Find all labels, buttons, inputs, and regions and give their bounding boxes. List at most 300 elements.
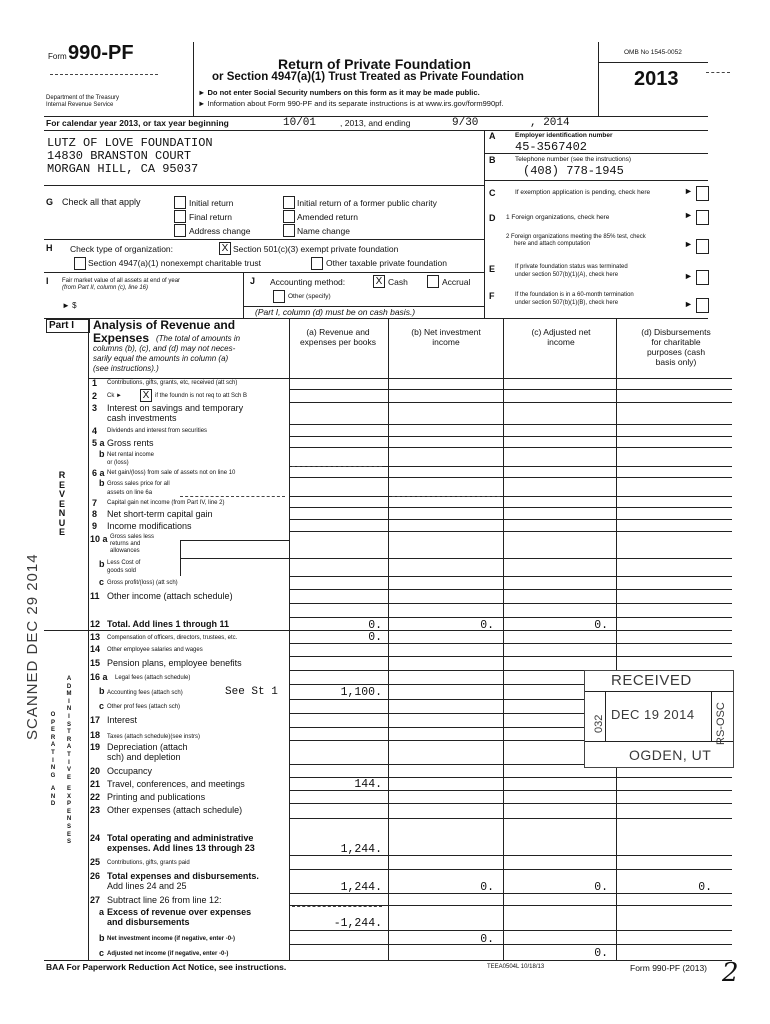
ij-divider xyxy=(243,272,244,318)
cash-method-label: Cash xyxy=(388,277,408,287)
side-letter: I xyxy=(52,757,54,764)
cash-method-checkbox[interactable]: X xyxy=(373,275,385,288)
received-stamp-location: OGDEN, UT xyxy=(629,747,712,763)
other-taxable-label: Other taxable private foundation xyxy=(326,258,447,268)
line-18-number: 18 xyxy=(90,730,101,740)
section-b-letter: B xyxy=(489,155,496,165)
section-a-letter: A xyxy=(489,131,496,141)
right-col-divider xyxy=(484,130,485,318)
line-20-label: Occupancy xyxy=(107,766,153,776)
line-13-col-a: 0. xyxy=(368,631,382,644)
col-d-header-2: for charitable xyxy=(651,337,701,347)
sixty-month-label-2: under section 507(b)(1)(B), check here xyxy=(515,300,619,306)
org-bottom-rule xyxy=(44,185,484,186)
line-26-col-d: 0. xyxy=(698,881,712,894)
line-24-number: 24 xyxy=(90,833,101,843)
ein-rule xyxy=(484,153,708,154)
line-3-number: 3 xyxy=(92,403,98,413)
line-27a-number: a xyxy=(99,907,105,917)
foreign-org-label: 1 Foreign organizations, check here xyxy=(506,214,610,221)
line-22-number: 22 xyxy=(90,792,101,802)
header-divider-left xyxy=(193,42,194,116)
line-27a-col-a: -1,244. xyxy=(333,917,382,930)
side-letter: N xyxy=(58,508,66,518)
col-a-header-2: expenses per books xyxy=(299,337,377,347)
col-a-divider xyxy=(289,318,290,960)
line-17-number: 17 xyxy=(90,715,101,725)
col-d-header-1: (d) Disbursements xyxy=(641,327,711,337)
foreign-85-checkbox[interactable] xyxy=(696,239,709,254)
col-c-header-2: income xyxy=(547,337,575,347)
row-rule xyxy=(289,507,732,508)
line-22-label: Printing and publications xyxy=(107,792,206,802)
omb-number: OMB No 1545-0052 xyxy=(624,49,682,56)
row-rule xyxy=(289,589,732,590)
side-letter: T xyxy=(51,750,55,756)
line-27a-label-1: Excess of revenue over expenses xyxy=(107,907,252,917)
address-change-label: Address change xyxy=(189,226,251,236)
line-11-label: Other income (attach schedule) xyxy=(107,591,233,601)
line-7-number: 7 xyxy=(92,498,98,508)
line-21-label: Travel, conferences, and meetings xyxy=(107,779,245,789)
arrow-icon: ► xyxy=(684,210,693,220)
header-dash-right xyxy=(706,72,730,73)
line-number-divider xyxy=(88,378,89,960)
form-title: Return of Private Foundation xyxy=(278,56,471,72)
org-street: 14830 BRANSTON COURT xyxy=(47,149,192,163)
side-letter: E xyxy=(66,831,71,838)
schedule-b-checkbox[interactable]: X xyxy=(140,389,152,402)
line-10c-label: Gross profit/(loss) (att sch) xyxy=(107,580,178,586)
line-2-ck: Ck ► xyxy=(107,393,122,399)
received-stamp-osc: RS-OSC xyxy=(715,702,727,745)
phone-rule xyxy=(484,180,708,181)
line-27-dash xyxy=(292,906,382,907)
g-bottom-rule xyxy=(44,239,484,240)
line-10a-entry-top xyxy=(180,540,289,541)
line-24-label-2: expenses. Add lines 13 through 23 xyxy=(107,843,255,853)
row-rule xyxy=(289,424,732,425)
terminated-label-2: under section 507(b)(1)(A), check here xyxy=(515,272,619,278)
part1-desc-1: (The total of amounts in xyxy=(156,334,241,343)
notice-info: ► Information about Form 990-PF and its separate instructions is at www.irs.gov/form990pf. xyxy=(198,99,504,108)
line-26-col-a: 1,244. xyxy=(340,881,382,894)
line-12-col-a: 0. xyxy=(368,619,382,632)
row-rule xyxy=(289,436,732,437)
part1-header-divider xyxy=(88,318,89,378)
received-stamp-rule-2 xyxy=(585,741,733,742)
calendar-rule xyxy=(44,130,708,131)
accrual-method-label: Accrual xyxy=(442,277,471,287)
side-letter: S xyxy=(66,839,71,846)
dept-line-1: Department of the Treasury xyxy=(46,95,120,101)
fmv-label-2: (from Part II, column (c), line 16) xyxy=(62,285,149,291)
foreign-85-label-1: 2 Foreign organizations meeting the 85% test, check xyxy=(506,234,646,240)
line-27-number: 27 xyxy=(90,895,101,905)
line-10a-label-3: allowances xyxy=(110,548,140,554)
side-letter: S xyxy=(66,824,71,830)
line-6b-dash xyxy=(180,496,285,497)
side-letter: E xyxy=(58,479,65,490)
former-public-charity-label: Initial return of a former public charity xyxy=(297,198,437,208)
row-rule xyxy=(289,818,732,819)
row-rule xyxy=(289,930,732,931)
org-name: LUTZ OF LOVE FOUNDATION xyxy=(47,136,213,150)
line-10a-label-2: returns and xyxy=(110,541,141,547)
line-16c-number: c xyxy=(99,701,105,711)
amended-return-checkbox[interactable] xyxy=(283,210,295,223)
line-27b-col-b: 0. xyxy=(480,933,494,946)
form-prefix: Form xyxy=(48,52,67,61)
col-d-header-4: basis only) xyxy=(655,357,697,367)
check-all-label: Check all that apply xyxy=(62,197,141,207)
line-20-number: 20 xyxy=(90,766,101,776)
section-i-letter: I xyxy=(46,276,49,286)
row-rule xyxy=(289,496,732,497)
line-12-bottom-rule xyxy=(44,630,732,631)
org-city: MORGAN HILL, CA 95037 xyxy=(47,162,199,176)
line-12-col-b: 0. xyxy=(480,619,494,632)
side-letter: D xyxy=(66,683,72,690)
line-26-col-b: 0. xyxy=(480,881,494,894)
terminated-label-1: If private foundation status was terminated xyxy=(515,264,628,270)
side-letter: N xyxy=(66,706,72,713)
sixty-month-label-1: If the foundation is in a 60-month termination xyxy=(515,292,634,298)
footer-form: Form 990-PF (2013) xyxy=(630,963,707,973)
line-27c-number: c xyxy=(99,948,105,958)
line-5a-number: 5 a xyxy=(92,438,105,448)
line-1-number: 1 xyxy=(92,378,98,388)
fmv-label-1: Fair market value of all assets at end of year xyxy=(62,278,181,284)
section-g-letter: G xyxy=(46,197,54,207)
side-letter: I xyxy=(68,698,70,705)
name-change-checkbox[interactable] xyxy=(283,224,295,237)
header-omb-rule xyxy=(598,62,708,63)
side-letter: A xyxy=(66,676,72,682)
line-5a-label: Gross rents xyxy=(107,438,154,448)
row-rule xyxy=(289,477,732,478)
terminated-checkbox[interactable] xyxy=(696,270,709,285)
line-15-number: 15 xyxy=(90,658,101,668)
line-16b-label: Accounting fees (attach sch) xyxy=(107,690,183,696)
row-rule xyxy=(289,531,732,532)
line-11-number: 11 xyxy=(90,591,100,601)
paperwork-notice: BAA For Paperwork Reduction Act Notice, see instructions. xyxy=(46,962,287,972)
line-23-label: Other expenses (attach schedule) xyxy=(107,805,243,815)
col-d-divider xyxy=(616,318,617,960)
side-letter: R xyxy=(58,470,66,480)
line-10b-label-1: Less Cost of xyxy=(107,560,141,566)
side-letter: X xyxy=(66,793,71,800)
header-dash-left xyxy=(50,74,158,75)
col-b-header-1: (b) Net investment xyxy=(411,327,481,337)
exemption-pending-label: If exemption application is pending, check here xyxy=(515,189,651,196)
line-27a-label-2: and disbursements xyxy=(107,917,190,927)
line-9-number: 9 xyxy=(92,521,98,531)
final-return-label: Final return xyxy=(189,212,232,222)
side-letter: S xyxy=(66,721,71,728)
form-number: 990-PF xyxy=(68,42,134,64)
line-16a-number: 16 a xyxy=(90,672,108,682)
line-16b-col-a: 1,100. xyxy=(340,686,382,699)
line-9-label: Income modifications xyxy=(107,521,192,531)
col-c-divider xyxy=(503,318,504,960)
line-6b-dash-b xyxy=(392,496,500,497)
line-13-number: 13 xyxy=(90,632,101,642)
section-j-letter: J xyxy=(250,276,256,286)
scanned-stamp: SCANNED DEC 29 2014 xyxy=(24,553,41,740)
received-stamp-divider-right xyxy=(711,691,712,741)
line-10a-entry-mid xyxy=(180,558,289,559)
arrow-icon: ► xyxy=(684,271,693,281)
fmv-dollar: ► $ xyxy=(62,301,77,310)
exemption-pending-checkbox[interactable] xyxy=(696,186,709,201)
footer-top-rule xyxy=(44,960,732,961)
line-16a-label: Legal fees (attach schedule) xyxy=(115,675,191,681)
row-rule xyxy=(289,402,732,403)
row-rule xyxy=(289,603,732,604)
line-7-label: Capital gain net income (from Part IV, line 2) xyxy=(107,500,225,506)
side-letter: T xyxy=(67,729,71,736)
line-6a-number: 6 a xyxy=(92,468,105,478)
line-26-col-c: 0. xyxy=(594,881,608,894)
side-letter: T xyxy=(67,752,71,758)
side-letter: V xyxy=(66,767,71,774)
side-letter: E xyxy=(58,498,65,509)
line-27b-number: b xyxy=(99,933,105,943)
line-26-label-1: Total expenses and disbursements. xyxy=(107,871,259,881)
line-4-number: 4 xyxy=(92,426,98,436)
line-13-label: Compensation of officers, directors, trustees, etc. xyxy=(107,635,238,641)
side-letter: P xyxy=(66,801,71,808)
other-method-checkbox[interactable] xyxy=(273,290,285,303)
line-10c-number: c xyxy=(99,577,105,587)
col-c-header-1: (c) Adjusted net xyxy=(531,327,591,337)
final-return-checkbox[interactable] xyxy=(174,210,186,223)
org-type-label: Check type of organization: xyxy=(70,244,174,254)
foreign-org-checkbox[interactable] xyxy=(696,210,709,225)
handwritten-mark: 2 xyxy=(722,958,739,988)
arrow-icon: ► xyxy=(684,186,693,196)
row-rule xyxy=(289,803,732,804)
side-letter: P xyxy=(50,719,55,726)
foreign-85-label-2: here and attach computation xyxy=(514,241,591,247)
line-12-number: 12 xyxy=(90,619,101,629)
line-19-number: 19 xyxy=(90,742,101,752)
side-letter: A xyxy=(66,744,72,751)
section-4947-label: Section 4947(a)(1) nonexempt charitable trust xyxy=(88,258,261,268)
section-h-letter: H xyxy=(46,243,53,253)
dept-line-2: Internal Revenue Service xyxy=(46,102,114,108)
tax-year-begin: 10/01 xyxy=(283,117,317,129)
arrow-icon: ► xyxy=(684,239,693,249)
line-27c-col-c: 0. xyxy=(594,947,608,960)
accrual-method-checkbox[interactable] xyxy=(427,275,439,288)
line-19-label-2: sch) and depletion xyxy=(107,752,181,762)
other-method-label: Other (specify) xyxy=(288,293,331,300)
line-10a-number: 10 a xyxy=(90,534,108,544)
side-letter: N xyxy=(50,793,56,800)
line-18-label: Taxes (attach schedule)(see instrs) xyxy=(107,734,201,740)
side-letter: I xyxy=(68,714,70,720)
side-letter: R xyxy=(50,734,56,741)
line-16c-label: Other prof fees (attach sch) xyxy=(107,704,181,710)
line-21-number: 21 xyxy=(90,779,101,789)
part1-badge: Part I xyxy=(46,319,90,333)
side-letter: A xyxy=(50,786,56,792)
side-letter: V xyxy=(58,489,65,499)
received-stamp-date: DEC 19 2014 xyxy=(611,707,695,722)
line-6b-number: b xyxy=(99,478,105,488)
row-rule xyxy=(289,944,732,945)
line-10b-label-2: goods sold xyxy=(107,568,137,574)
line-12-col-c: 0. xyxy=(594,619,608,632)
section-501c3-checkbox[interactable]: X xyxy=(219,242,231,255)
line-14-label: Other employee salaries and wages xyxy=(107,647,203,653)
part1-desc-2: columns (b), (c), and (d) may not neces- xyxy=(93,344,236,353)
line-2-number: 2 xyxy=(92,391,98,401)
h-bottom-rule xyxy=(44,272,484,273)
line-26-label-2: Add lines 24 and 25 xyxy=(107,881,187,891)
ein-value: 45-3567402 xyxy=(515,140,588,154)
line-27c-label: Adjusted net income (if negative, enter -0-) xyxy=(107,951,229,957)
address-change-checkbox[interactable] xyxy=(174,224,186,237)
side-letter: O xyxy=(50,712,56,718)
phone-label: Telephone number (see the instructions) xyxy=(515,156,631,163)
section-e-letter: E xyxy=(489,264,496,274)
side-letter: E xyxy=(50,727,55,734)
col-a-header-1: (a) Revenue and xyxy=(306,327,370,337)
side-letter: N xyxy=(50,765,56,772)
former-public-charity-checkbox[interactable] xyxy=(283,196,295,209)
name-change-label: Name change xyxy=(297,226,350,236)
side-letter: A xyxy=(50,742,56,749)
line-3-label-1: Interest on savings and temporary xyxy=(107,403,244,413)
line-23-number: 23 xyxy=(90,805,101,815)
line-16b-statement-ref: See St 1 xyxy=(225,686,278,698)
line-5b-dash xyxy=(292,466,382,467)
side-letter: M xyxy=(66,691,72,698)
line-16b-number: b xyxy=(99,686,105,696)
line-10b-number: b xyxy=(99,559,105,569)
line-24-label-1: Total operating and administrative xyxy=(107,833,254,843)
cash-basis-note: (Part I, column (d) must be on cash basis.) xyxy=(255,307,416,317)
col-d-header-3: purposes (cash xyxy=(646,347,706,357)
tax-year-end: 9/30 xyxy=(452,117,479,129)
line-1-label: Contributions, gifts, grants, etc, received (att sch) xyxy=(107,380,238,386)
received-stamp-code: 032 xyxy=(593,714,605,733)
side-letter: D xyxy=(50,801,56,808)
side-letter: E xyxy=(66,808,71,815)
line-27b-label: Net investment income (if negative, enter -0-) xyxy=(107,936,236,942)
footer-code: TEEA0504L 10/18/13 xyxy=(487,964,545,970)
line-4-label: Dividends and interest from securities xyxy=(107,428,208,434)
line-12-label: Total. Add lines 1 through 11 xyxy=(107,619,230,629)
initial-return-label: Initial return xyxy=(189,198,234,208)
side-letter: E xyxy=(66,786,71,792)
header-divider-right xyxy=(598,42,599,116)
tax-year-end-year: , 2014 xyxy=(530,117,570,129)
col-b-header-2: income xyxy=(432,337,460,347)
section-4947-checkbox[interactable] xyxy=(74,257,86,270)
row-rule xyxy=(289,447,732,448)
line-15-label: Pension plans, employee benefits xyxy=(107,658,242,668)
row-rule xyxy=(289,656,732,657)
line-24-col-a: 1,244. xyxy=(340,843,382,856)
calendar-label: For calendar year 2013, or tax year beginning xyxy=(46,118,229,128)
ein-label: Employer identification number xyxy=(515,132,613,139)
sixty-month-checkbox[interactable] xyxy=(696,298,709,313)
line-6a-label: Net gain/(loss) from sale of assets not on line 10 xyxy=(107,470,236,476)
line-26-number: 26 xyxy=(90,871,101,881)
line-5b-number: b xyxy=(99,449,105,459)
other-taxable-checkbox[interactable] xyxy=(311,257,323,270)
side-letter: E xyxy=(66,774,71,781)
row-rule xyxy=(289,869,732,870)
row-rule xyxy=(289,389,732,390)
part1-header-bottom-rule xyxy=(88,378,732,379)
line-2-label: if the foundn is not req to att Sch B xyxy=(155,393,248,399)
line-27-label: Subtract line 26 from line 12: xyxy=(107,895,222,905)
section-c-letter: C xyxy=(489,188,496,198)
header-bottom-rule xyxy=(44,116,708,117)
side-letter: I xyxy=(68,759,70,766)
side-letter: R xyxy=(66,736,72,743)
line-5b-label-1: Net rental income xyxy=(107,452,155,458)
line-25-number: 25 xyxy=(90,857,101,867)
line-14-number: 14 xyxy=(90,644,101,654)
amended-return-label: Amended return xyxy=(297,212,358,222)
row-rule xyxy=(289,519,732,520)
line-8-number: 8 xyxy=(92,509,98,519)
side-letter: U xyxy=(58,517,66,528)
part1-title-2: Expenses xyxy=(93,331,150,345)
line-6b-label-1: Gross sales price for all xyxy=(107,481,170,487)
initial-return-checkbox[interactable] xyxy=(174,196,186,209)
line-10a-label-1: Gross sales less xyxy=(110,534,155,540)
arrow-icon: ► xyxy=(684,299,693,309)
side-letter: N xyxy=(66,816,72,823)
part1-desc-3: sarily equal the amounts in column (a) xyxy=(93,354,229,363)
section-d-letter: D xyxy=(489,213,496,223)
part1-title-1: Analysis of Revenue and xyxy=(93,318,236,332)
col-b-divider xyxy=(388,318,389,960)
form-year: 2013 xyxy=(634,68,679,90)
form-subtitle: or Section 4947(a)(1) Trust Treated as Private Foundation xyxy=(212,71,524,83)
section-501c3-label: Section 501(c)(3) exempt private foundation xyxy=(233,244,399,254)
accounting-method-label: Accounting method: xyxy=(270,277,346,287)
phone-value: (408) 778-1945 xyxy=(523,164,624,178)
line-6b-label-2: assets on line 6a xyxy=(107,490,153,496)
line-5b-label-2: or (loss) xyxy=(107,460,129,466)
row-rule xyxy=(289,576,732,577)
side-letter: E xyxy=(58,527,65,537)
side-letter: G xyxy=(50,772,56,779)
part1-desc-4: (see instructions).) xyxy=(93,364,159,373)
received-stamp xyxy=(584,670,734,768)
line-25-label: Contributions, gifts, grants paid xyxy=(107,860,190,866)
row-rule xyxy=(289,617,732,618)
line-21-col-a: 144. xyxy=(354,778,382,791)
line-19-label-1: Depreciation (attach xyxy=(107,742,188,752)
row-rule xyxy=(289,558,732,559)
received-stamp-title: RECEIVED xyxy=(611,672,692,689)
line-17-label: Interest xyxy=(107,715,138,725)
notice-ssn: ► Do not enter Social Security numbers on this form as it may be made public. xyxy=(198,88,480,97)
received-stamp-divider-left xyxy=(605,691,606,741)
line-3-label-2: cash investments xyxy=(107,413,177,423)
calendar-mid: , 2013, and ending xyxy=(340,118,411,128)
